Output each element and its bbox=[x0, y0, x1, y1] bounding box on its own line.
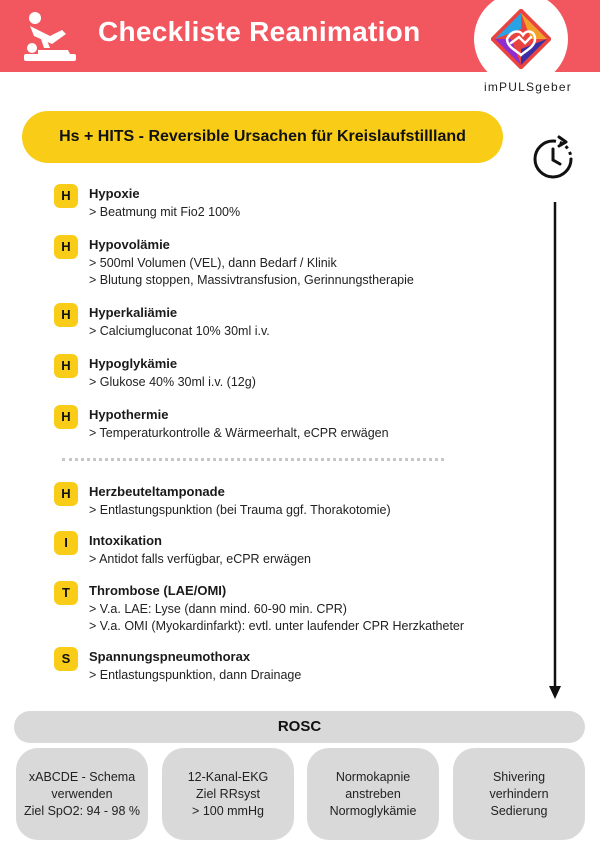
rosc-box-line: Sedierung bbox=[490, 803, 548, 818]
badge: I bbox=[54, 531, 78, 555]
badge: H bbox=[54, 405, 78, 429]
dotted-divider bbox=[62, 458, 444, 461]
rosc-box-line: Normokapnie bbox=[335, 769, 411, 784]
badge: S bbox=[54, 647, 78, 671]
arrow-down-icon bbox=[546, 200, 564, 702]
rosc-box-line: Ziel RRsyst bbox=[196, 786, 260, 801]
rosc-box bbox=[162, 748, 294, 840]
item-line: > Entlastungspunktion (bei Trauma ggf. Thorakotomie) bbox=[89, 503, 391, 517]
cpr-person-icon bbox=[20, 10, 80, 62]
item-line: > Glukose 40% 30ml i.v. (12g) bbox=[89, 375, 256, 389]
rosc-box-line: verwenden bbox=[51, 786, 113, 801]
item-line: > Calciumgluconat 10% 30ml i.v. bbox=[89, 324, 270, 338]
brand-logo bbox=[474, 0, 568, 86]
item-title: Intoxikation bbox=[89, 533, 162, 548]
badge: T bbox=[54, 581, 78, 605]
item-title: Hyperkaliämie bbox=[89, 305, 178, 320]
badge: H bbox=[54, 235, 78, 259]
page-title: Checkliste Reanimation bbox=[98, 16, 421, 47]
rosc-box-line: xABCDE - Schema bbox=[28, 769, 136, 784]
badge: H bbox=[54, 482, 78, 506]
rosc-box-line: Shivering bbox=[492, 769, 546, 784]
item-line: > V.a. LAE: Lyse (dann mind. 60-90 min. CPR) bbox=[89, 602, 347, 616]
rosc-box bbox=[307, 748, 439, 840]
item-line: > Entlastungspunktion, dann Drainage bbox=[89, 668, 302, 682]
item-title: Hypoglykämie bbox=[89, 356, 178, 371]
rosc-box bbox=[453, 748, 585, 840]
section-banner: Hs + HITS - Reversible Ursachen für Kreislaufstillland bbox=[22, 111, 503, 163]
rosc-header: ROSC bbox=[14, 711, 585, 743]
item-title: Hypovolämie bbox=[89, 237, 170, 252]
rosc-box bbox=[16, 748, 148, 840]
badge: H bbox=[54, 303, 78, 327]
rosc-box-line: anstreben bbox=[345, 786, 401, 801]
item-line: > Beatmung mit Fio2 100% bbox=[89, 205, 241, 219]
clock-icon bbox=[529, 135, 577, 183]
item-title: Hypothermie bbox=[89, 407, 169, 422]
item-title: Thrombose (LAE/OMI) bbox=[89, 583, 227, 598]
rosc-box-line: Ziel SpO2: 94 - 98 % bbox=[23, 803, 141, 818]
rosc-box-line: 12-Kanal-EKG bbox=[187, 769, 269, 784]
item-line: > V.a. OMI (Myokardinfarkt): evtl. unter laufender CPR Herzkatheter bbox=[89, 619, 465, 633]
item-title: Spannungspneumothorax bbox=[89, 649, 251, 664]
item-line: > Blutung stoppen, Massivtransfusion, Gerinnungstherapie bbox=[89, 273, 414, 287]
item-title: Hypoxie bbox=[89, 186, 140, 201]
impulsgeber-logo bbox=[491, 9, 551, 69]
rosc-box-line: > 100 mmHg bbox=[192, 803, 264, 818]
item-line: > Antidot falls verfügbar, eCPR erwägen bbox=[89, 552, 312, 566]
item-title: Herzbeuteltamponade bbox=[89, 484, 225, 499]
brand-name: imPULSgeber bbox=[484, 80, 572, 94]
badge: H bbox=[54, 354, 78, 378]
badge: H bbox=[54, 184, 78, 208]
item-line: > Temperaturkontrolle & Wärmeerhalt, eCPR erwägen bbox=[89, 426, 389, 440]
rosc-box-line: verhindern bbox=[489, 786, 549, 801]
rosc-box-line: Normoglykämie bbox=[329, 803, 417, 818]
item-line: > 500ml Volumen (VEL), dann Bedarf / Klinik bbox=[89, 256, 337, 270]
